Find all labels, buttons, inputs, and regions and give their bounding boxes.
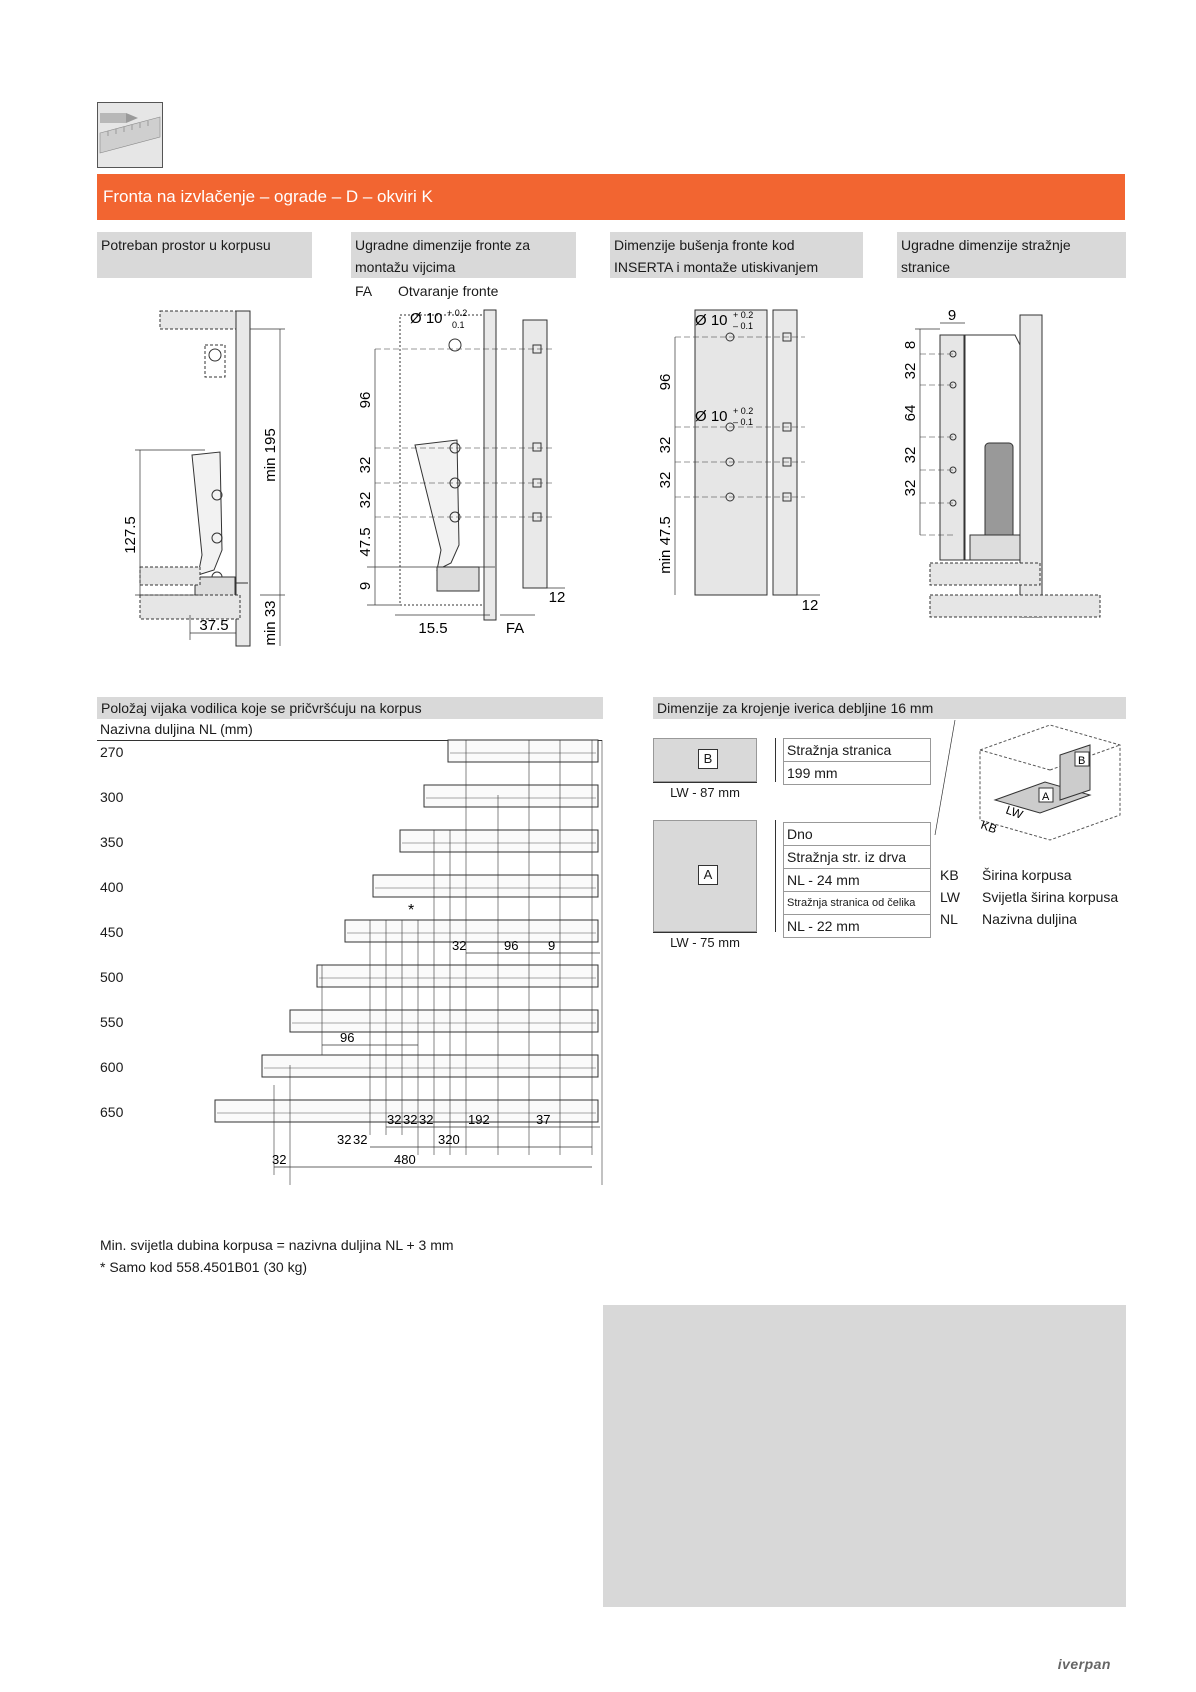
runner-screw-diagram [200, 735, 610, 1185]
runner-300 [424, 785, 598, 807]
legend-desc: Nazivna duljina [982, 911, 1077, 927]
legend-abbr: LW [940, 889, 960, 905]
length-label: 500 [100, 969, 124, 985]
dim-320: 320 [438, 1132, 460, 1147]
panel-b-swatch [653, 738, 757, 782]
iverpan-logo: iverpan [1057, 1656, 1111, 1672]
section-header-line: stranice [901, 259, 951, 275]
cutting-header: Dimenzije za krojenje iverica debljine 16 mm [653, 697, 1126, 719]
dim-9: 9 [947, 307, 957, 324]
runner-600 [262, 1055, 598, 1077]
tol-plus: + 0.2 [447, 308, 468, 318]
section-header-line: montažu vijcima [355, 259, 456, 275]
section-header-space [97, 232, 312, 278]
panel-b-height-line [775, 738, 778, 782]
drawer-iso-diagram [935, 720, 1125, 850]
dim-32: 32 [452, 938, 467, 953]
runner-270 [448, 740, 598, 762]
dim-480: 480 [394, 1152, 416, 1167]
dia-10: Ø 10 [410, 310, 443, 327]
legend-abbr: KB [940, 867, 959, 883]
dim-8: 8 [902, 340, 919, 350]
dim-9: 9 [357, 581, 374, 591]
section-header-front-screw [351, 232, 576, 278]
dim-37: 37 [536, 1112, 551, 1127]
empty-gray-panel [603, 1305, 1126, 1607]
front-screw-diagram [355, 305, 580, 650]
dim-min-195: min 195 [262, 428, 279, 482]
panel-a-table [783, 822, 931, 938]
dim-min-47-5: min 47.5 [657, 516, 674, 574]
tol-minus-top: – 0.1 [733, 321, 754, 331]
page-title: Fronta na izvlačenje – ograde – D – okviri K [97, 174, 1125, 220]
runner-400 [373, 875, 598, 897]
length-label: 400 [100, 879, 124, 895]
dim-32a: 32 [657, 436, 674, 454]
section-header-line: Dimenzije bušenja fronte kod [614, 237, 795, 253]
section-header-line: Ugradne dimenzije fronte za [355, 237, 531, 253]
dim-12: 12 [801, 597, 819, 614]
length-label: 350 [100, 834, 124, 850]
panel-a-label: A [698, 865, 718, 885]
dim-32e: 32 [353, 1132, 368, 1147]
screws-header: Položaj vijaka vodilica koje se pričvršćuju na korpus [97, 697, 603, 719]
dim-32a: 32 [902, 362, 919, 380]
star-marker: * [408, 902, 415, 919]
panel-a-swatch [653, 820, 757, 932]
section-header-line: Ugradne dimenzije stražnje [901, 237, 1071, 253]
tol-plus-top: + 0.2 [733, 310, 754, 320]
length-label: 450 [100, 924, 124, 940]
cabinet-space-diagram [110, 305, 300, 650]
panel-a-row: Stražnja stranica od čelika [784, 892, 931, 915]
dim-32c: 32 [902, 479, 919, 497]
note-min-depth: Min. svijetla dubina korpusa = nazivna duljina NL + 3 mm [100, 1237, 454, 1253]
iso-lw: LW [1003, 802, 1025, 822]
dim-96b: 96 [340, 1030, 355, 1045]
panel-a-row: NL - 22 mm [784, 915, 931, 938]
dia-10-mid: Ø 10 [695, 408, 728, 425]
dim-64: 64 [902, 404, 919, 422]
legend-abbr: NL [940, 911, 958, 927]
legend-desc: Širina korpusa [982, 867, 1072, 883]
dim-127-5: 127.5 [122, 516, 139, 554]
dim-min-33: min 33 [262, 600, 279, 646]
fa-label: FA [355, 283, 373, 299]
fa-description: Otvaranje fronte [398, 283, 499, 299]
length-label: 300 [100, 789, 124, 805]
dim-32f: 32 [272, 1152, 287, 1167]
dim-47-5: 47.5 [357, 527, 374, 557]
panel-a-width: LW - 75 mm [653, 932, 757, 953]
iso-a: A [1042, 791, 1050, 803]
dim-32a: 32 [357, 456, 374, 474]
dim-32b: 32 [357, 491, 374, 509]
length-label: 650 [100, 1104, 124, 1120]
section-header-back-panel [897, 232, 1126, 278]
panel-b-table [783, 738, 931, 785]
dim-96: 96 [357, 391, 374, 409]
dim-12: 12 [548, 589, 566, 606]
drilling-diagram [655, 305, 830, 650]
tol-plus-mid: + 0.2 [733, 406, 754, 416]
back-panel-diagram [902, 305, 1105, 625]
dim-32d: 32 [337, 1132, 352, 1147]
legend [940, 864, 1118, 930]
panel-b-width: LW - 87 mm [653, 782, 757, 803]
dim-32b: 32 [657, 471, 674, 489]
panel-a-row: Stražnja str. iz drva [784, 846, 931, 869]
runner-350 [400, 830, 598, 852]
note-star: * Samo kod 558.4501B01 (30 kg) [100, 1259, 308, 1275]
dia-10-top: Ø 10 [695, 312, 728, 329]
dim-32b: 32 [902, 446, 919, 464]
screws-subheader: Nazivna duljina NL (mm) [100, 721, 253, 737]
tol-minus-mid: – 0.1 [733, 417, 754, 427]
panel-b-label: B [698, 749, 718, 769]
section-header-line: INSERTA i montaže utiskivanjem [614, 259, 819, 275]
section-header-drilling [610, 232, 863, 278]
iso-kb: KB [978, 817, 999, 837]
dim-fa: FA [505, 620, 525, 637]
panel-b-name: Stražnja stranica [784, 739, 931, 762]
panel-b-height: 199 mm [784, 762, 931, 785]
dim-32a: 32 [387, 1112, 402, 1127]
dim-9: 9 [548, 938, 556, 953]
dim-32b: 32 [403, 1112, 418, 1127]
legend-desc: Svijetla širina korpusa [982, 889, 1119, 905]
panel-a-row: Dno [784, 823, 931, 846]
dim-96: 96 [504, 938, 519, 953]
length-label: 550 [100, 1014, 124, 1030]
dim-96: 96 [657, 373, 674, 391]
panel-a-row: NL - 24 mm [784, 869, 931, 892]
length-label: 600 [100, 1059, 124, 1075]
dim-32c: 32 [419, 1112, 434, 1127]
dim-192: 192 [468, 1112, 490, 1127]
runner-500 [317, 965, 598, 987]
length-label: 270 [100, 744, 124, 760]
tol-minus: 0.1 [452, 320, 465, 330]
iso-b: B [1078, 755, 1086, 767]
dim-15-5: 15.5 [418, 620, 448, 637]
section-header-text: Potreban prostor u korpusu [101, 237, 271, 253]
panel-a-height-line [775, 820, 778, 932]
runner-550 [290, 1010, 598, 1032]
dim-37-5: 37.5 [199, 617, 229, 634]
ruler-pencil-icon [97, 102, 163, 168]
